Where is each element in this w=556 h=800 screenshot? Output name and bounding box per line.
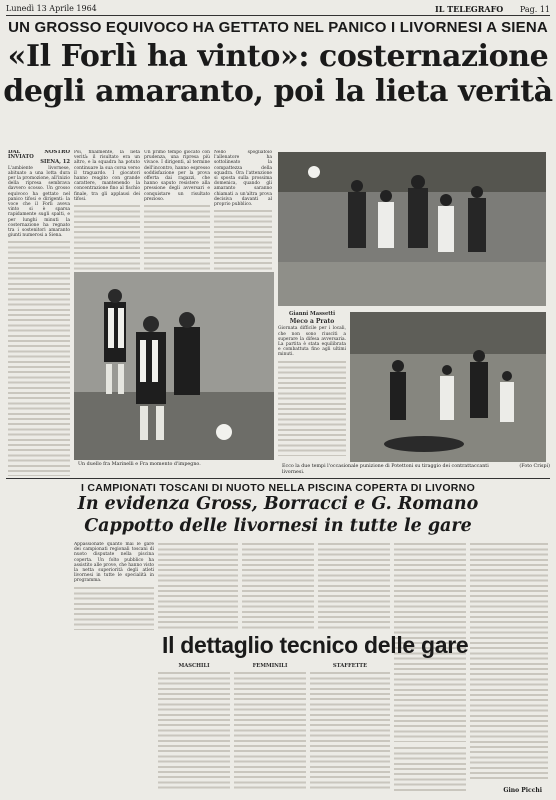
photo2-caption: Ecco la due tempi l'occasionale punizione di Potettoni su tiraggio dei contrattaccanti livornesi.	[282, 464, 489, 475]
column-text-block	[74, 204, 140, 270]
column-text-block	[214, 209, 272, 270]
article1-headline	[0, 39, 556, 109]
article1-dateline: SIENA, 12	[40, 159, 70, 166]
sidebar-byline: Gianni Massetti	[288, 311, 336, 317]
results-column-1	[158, 662, 230, 792]
article2-headline-line1: In evidenza Gross, Borracci e G. Romano	[77, 494, 479, 514]
article2-kicker: I CAMPIONATI TOSCANI DI NUOTO NELLA PISCINA COPERTA DI LIVORNO	[80, 482, 476, 494]
article2-signature: Gino Picchi	[503, 787, 542, 794]
article1-column-1	[8, 150, 70, 476]
article1-headline-line2: degli amaranto, poi la lieta verità	[3, 74, 553, 109]
sidebar-text: Giornata difficile per i locali, che non sono riusciti a superare la difesa avversaria. La partita è stata equilibrata e combattuta fino agli ultimi minuti.	[278, 326, 346, 358]
results-column-2	[234, 662, 306, 792]
column-text-block	[158, 671, 230, 789]
article1-col4-text: Nello spogliatoio l'allenatore ha sottolineato la compattezza della squadra. Ora l'attenzione si sposta sulla prossima domenica, quando gli amaranto saranno chiamati a un'altra prova decisiva davanti al proprio pubblico.	[214, 150, 272, 208]
photo1-caption: Un duello fra Marinelli e Fra momento d'impegno.	[78, 462, 201, 467]
newspaper-name: IL TELEGRAFO	[435, 3, 504, 14]
article1-col1-text: L'ambiente livornese, abituato a una lotta dura per la promozione, all'inizio della ripresa sembrava davvero scosso. Un grosso equivoco ha gettato nel panico tifosi e dirigenti: la voce che il Forlì aveva vinto si è sparsa rapidamente sugli spalti, e per lunghi minuti la costernazione ha regnato tra i sostenitori amaranto giunti numerosi a Siena.	[8, 165, 70, 239]
article1-column-3	[144, 150, 210, 270]
article2-intro	[74, 542, 154, 630]
article1-column-2	[74, 150, 140, 270]
results-column-4	[394, 746, 466, 792]
page-header	[6, 2, 550, 16]
article2-column-3	[242, 542, 314, 630]
photo-football-players-drawing	[74, 272, 274, 460]
results-column-3	[310, 662, 390, 792]
page-number: Pag. 11	[519, 4, 550, 14]
photo-match-action-1	[278, 152, 546, 306]
article1-kicker: UN GROSSO EQUIVOCO HA GETTATO NEL PANICO I LIVORNESI A SIENA	[8, 19, 548, 36]
article2-column-4	[318, 542, 390, 630]
header-right	[435, 4, 550, 14]
column-text-block	[8, 240, 70, 476]
results-label-women: FEMMINILI	[252, 663, 288, 669]
photo2-credit: (Foto Crispi)	[519, 464, 550, 469]
photo-match-action-2-drawing	[350, 312, 546, 462]
sidebar-title: Meco a Prato	[289, 318, 335, 326]
article1-col3-text: Un primo tempo giocato con prudenza, una ripresa più vivace. I dirigenti, al termine dell'incontro, hanno espresso soddisfazione per la prova offerta dai ragazzi, che hanno saputo resistere alla pressione degli avversari e conquistare un risultato prezioso.	[144, 150, 210, 202]
results-label-relays: STAFFETTE	[332, 663, 368, 669]
article2-column-6	[470, 542, 548, 782]
article2-column-2	[158, 542, 238, 630]
results-label-men: MASCHILI	[178, 663, 210, 669]
column-text-block	[74, 586, 154, 630]
photo-football-players	[74, 272, 274, 460]
article1-column-4	[214, 150, 272, 270]
article1-col2-text: Poi, finalmente, la lieta verità: il risultato era un altro, e la squadra ha potuto continuare la sua corsa verso il traguardo. I giocatori hanno reagito con grande carattere, mantenendo la concentrazione fino al fischio finale, tra gli applausi dei tifosi.	[74, 150, 140, 202]
article2-headline-line2: Cappotto delle livornesi in tutte le gare	[84, 516, 472, 536]
article1-headline-line1: «Il Forlì ha vinto»: costernazione	[7, 39, 549, 74]
header-date: Lunedì 13 Aprile 1964	[6, 4, 97, 13]
article1-byline: DAL NOSTRO INVIATO	[8, 150, 70, 161]
column-text-block	[144, 204, 210, 270]
article1-sidebar	[278, 310, 346, 460]
column-text-block	[310, 671, 390, 789]
photo-match-action-2	[350, 312, 546, 462]
article2-intro-text: Appassionate quanto mai le gare dei campionati regionali toscani di nuoto disputate nella piscina coperta. Un folto pubblico ha assistito alle prove, che hanno visto la netta superiorità degli atleti livornesi in tutte le specialità in programma.	[74, 542, 154, 584]
article2-section-title: Il dettaglio tecnico delle gare	[162, 632, 469, 658]
column-text-block	[278, 360, 346, 456]
photo-match-action-1-drawing	[278, 152, 546, 306]
column-text-block	[234, 671, 306, 789]
section-divider	[6, 478, 550, 479]
